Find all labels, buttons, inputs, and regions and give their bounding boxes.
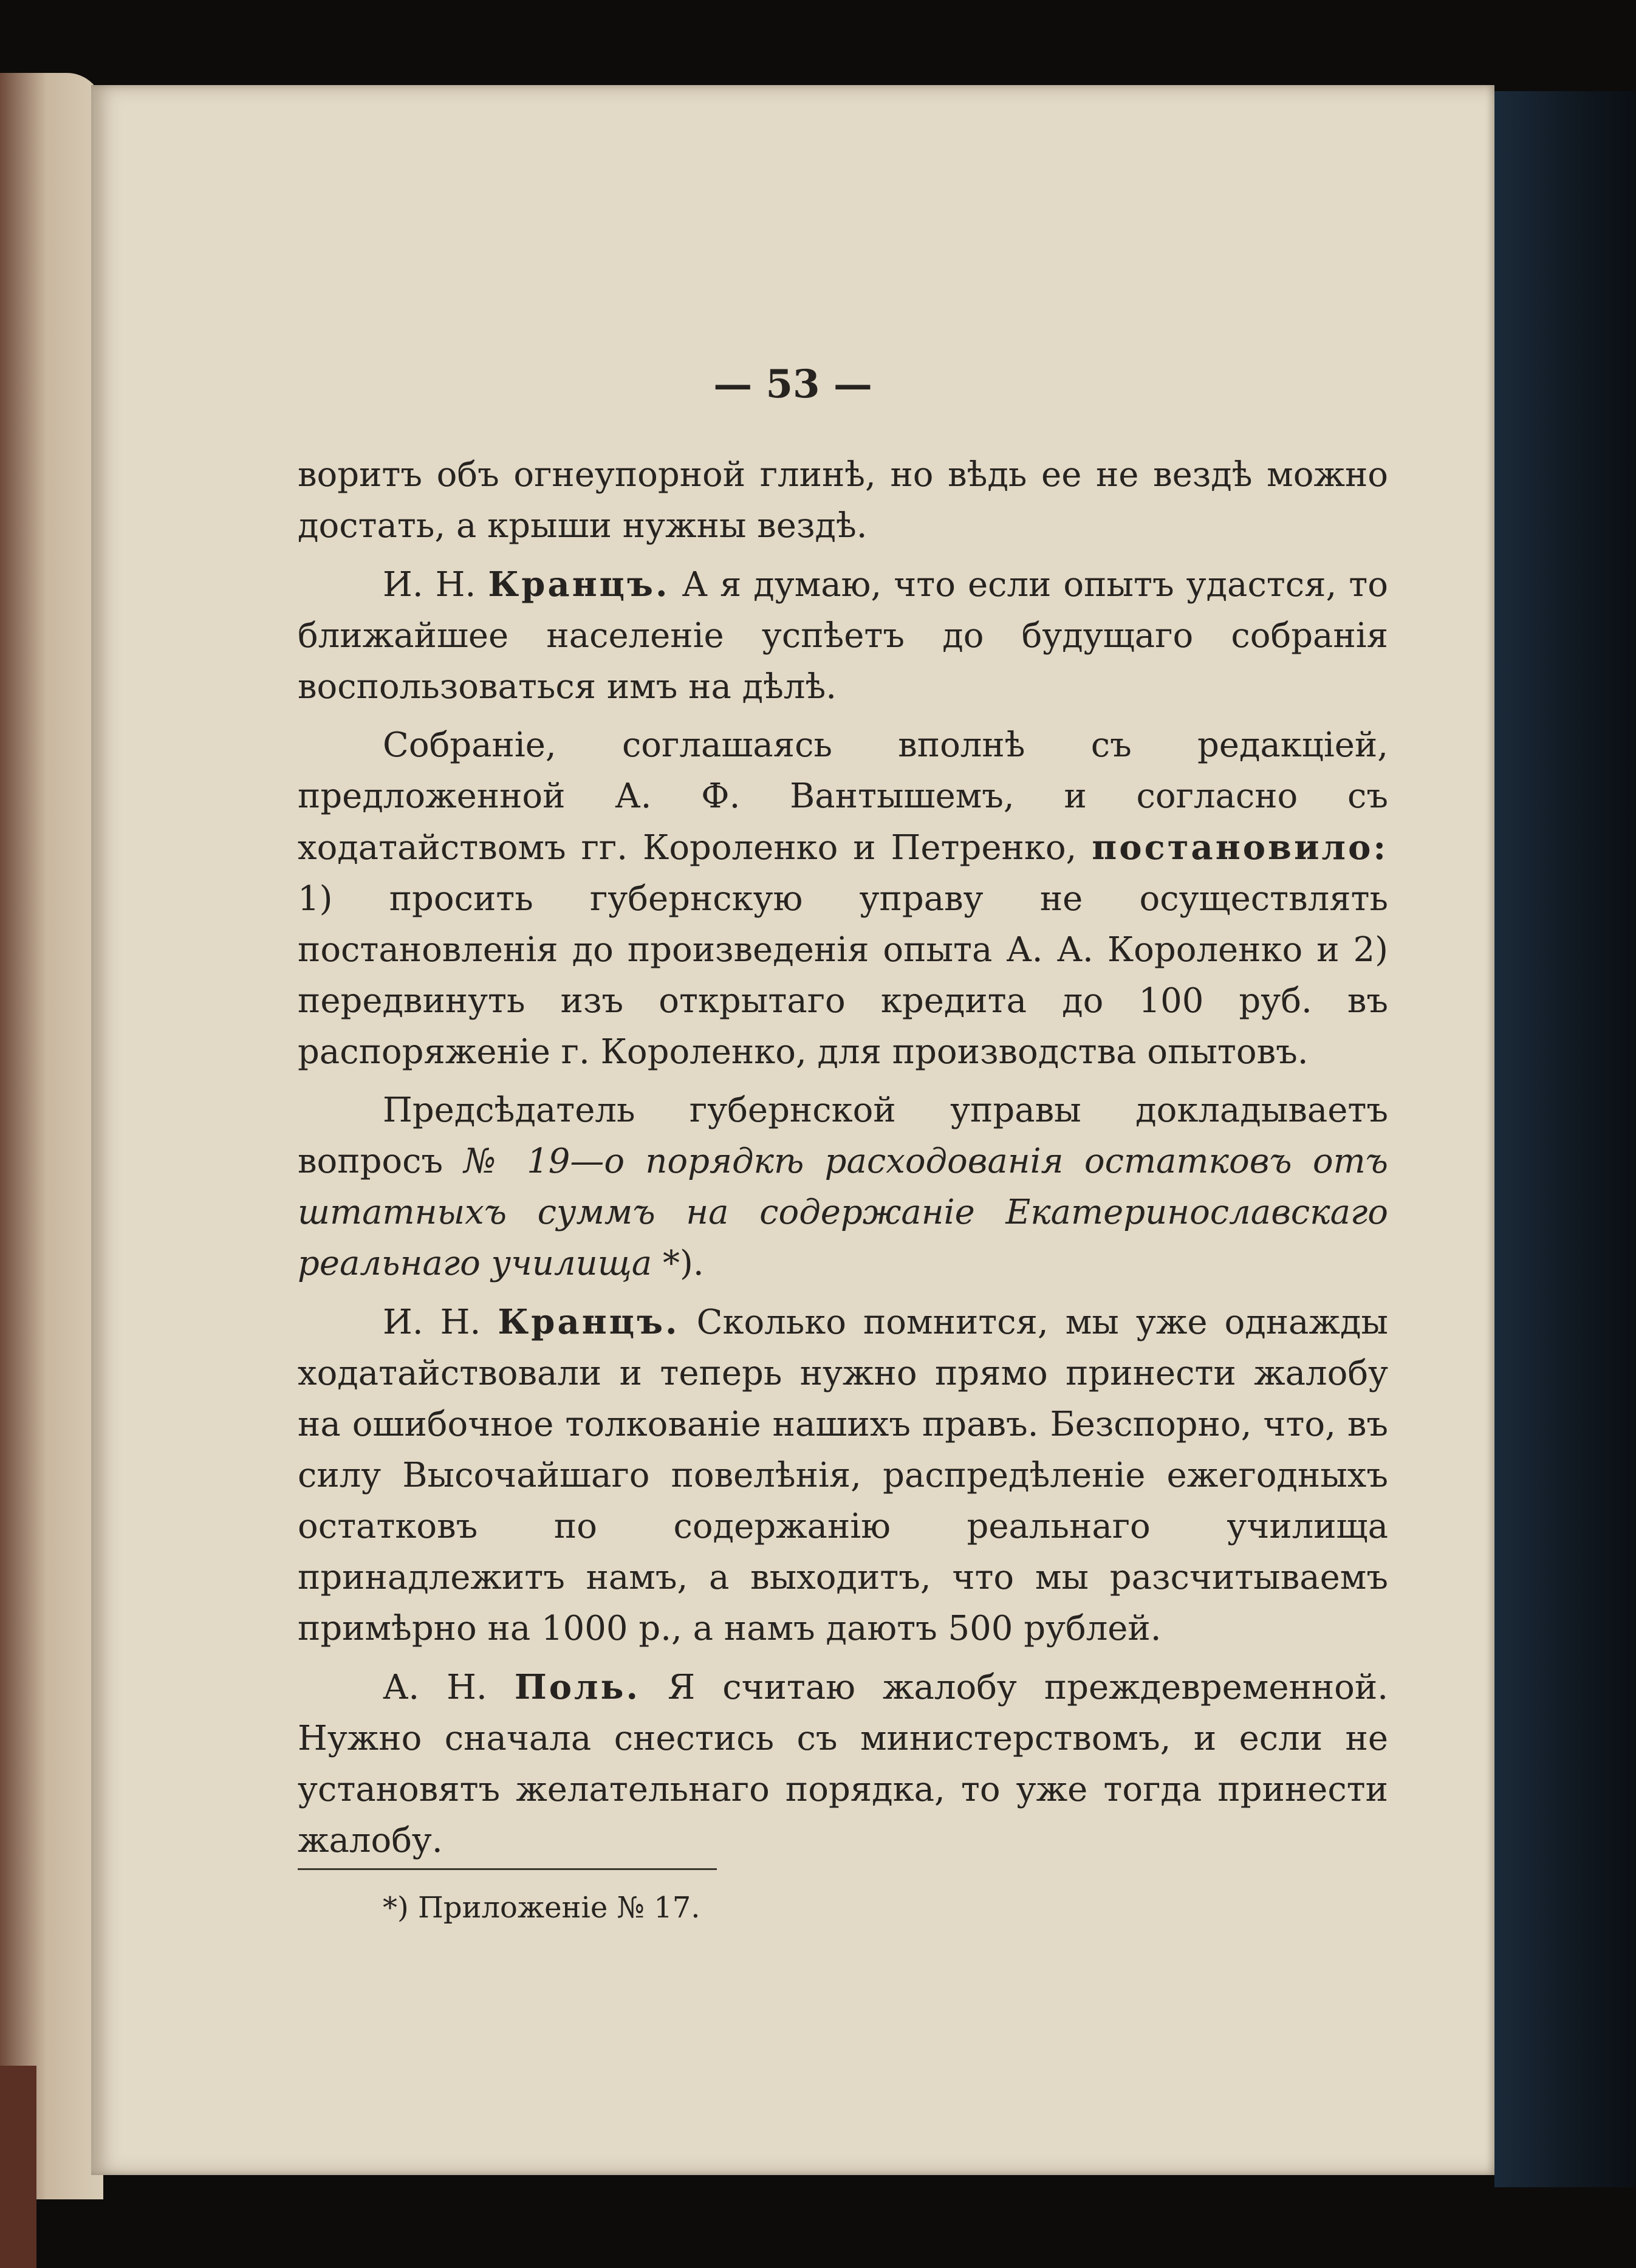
paragraph-text: *).: [652, 1244, 704, 1283]
speaker-name: Поль.: [514, 1667, 641, 1707]
book-page: [91, 85, 1494, 2175]
paragraph-text: Предсѣдатель губернской управы докладываетъ вопросъ: [298, 1091, 1388, 1181]
paragraph-text: 1) просить губернскую управу не осуществлять постановленія до произведенія опыта А. А. Короленко и 2) передвинуть изъ открытаго кредита до 100 руб. въ распоряженіе г. Короленко, для производства опытовъ.: [298, 879, 1388, 1072]
speaker-initials: А. Н.: [383, 1668, 487, 1707]
paragraph: [298, 720, 1388, 1078]
paragraph: [298, 1085, 1388, 1289]
agenda-item-title: № 19—о порядкѣ расходованія остатковъ отъ штатныхъ суммъ на содержаніе Екатеринославскаго реальнаго училища: [298, 1142, 1389, 1283]
body-text: [298, 450, 1388, 1874]
paragraph: [298, 1662, 1388, 1866]
speaker-initials: И. Н.: [383, 565, 476, 605]
paragraph: [298, 1297, 1388, 1654]
paragraph-text: А я думаю, что если опытъ удастся, то ближайшее населеніе успѣетъ до будущаго собранія воспользоваться имъ на дѣлѣ.: [298, 565, 1388, 707]
paragraph: [298, 450, 1388, 552]
book-spine-edge: [0, 2066, 36, 2268]
footnote: *) Приложеніе № 17.: [383, 1891, 700, 1925]
book-cover-edge: [1494, 91, 1636, 2187]
paragraph-text: Собраніе, соглашаясь вполнѣ съ редакціей, предложенной А. Ф. Вантышемъ, и согласно съ ходатайствомъ гг. Короленко и Петренко,: [298, 725, 1388, 868]
paragraph-text: Сколько помнится, мы уже однажды ходатайствовали и теперь нужно прямо принести жалобу на ошибочное толкованіе нашихъ правъ. Безспорно, что, въ силу Высочайшаго повелѣнія, распредѣленіе ежегодныхъ остатковъ по содержанію реальнаго училища принадлежитъ намъ, а выходитъ, что мы разсчитываемъ примѣрно на 1000 р., а намъ даютъ 500 рублей.: [298, 1303, 1388, 1648]
speaker-name: Кранцъ.: [488, 564, 670, 605]
paragraph: [298, 559, 1388, 713]
speaker-initials: И. Н.: [383, 1303, 481, 1342]
paragraph-text: Я считаю жалобу преждевременной. Нужно сначала снестись съ министерствомъ, и если не установятъ желательнаго порядка, то уже тогда принести жалобу.: [298, 1668, 1388, 1860]
resolution-keyword: постановило:: [1092, 827, 1388, 868]
left-page-edge: [0, 73, 103, 2199]
page-number: — 53 —: [713, 361, 872, 407]
paragraph-text: воритъ объ огнеупорной глинѣ, но вѣдь ее не вездѣ можно достать, а крыши нужны вездѣ.: [298, 455, 1388, 546]
footnote-divider: [298, 1868, 717, 1870]
speaker-name: Кранцъ.: [498, 1302, 680, 1342]
